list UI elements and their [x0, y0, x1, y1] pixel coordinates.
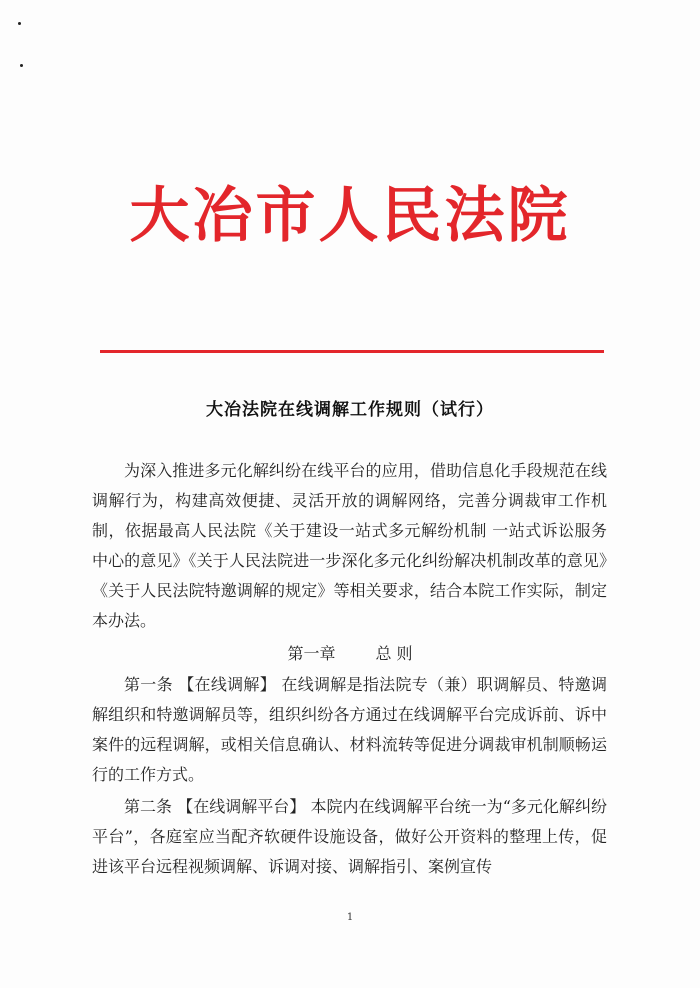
chapter-name: 总 则: [375, 644, 413, 663]
chapter-heading: [0, 641, 700, 664]
document-title: 大冶法院在线调解工作规则（试行）: [206, 400, 494, 420]
page-number: 1: [346, 912, 354, 923]
masthead-title: 大冶市人民法院: [129, 181, 571, 251]
masthead-red-rule: [100, 350, 604, 353]
article-1-paragraph: 第一条 【在线调解】 在线调解是指法院专（兼）职调解员、特邀调解组织和特邀调解员等，组织纠纷各方通过在线调解平台完成诉前、诉中案件的远程调解，或相关信息确认、材料流转等促进分调裁审机制顺畅运行的工作方式。: [92, 675, 607, 784]
scan-speck: [18, 22, 21, 25]
chapter-number: 第一章: [287, 644, 336, 663]
article-2-paragraph: 第二条 【在线调解平台】 本院内在线调解平台统一为“多元化解纠纷平台”，各庭室应当配齐软硬件设施设备，做好公开资料的整理上传，促进该平台远程视频调解、诉调对接、调解指引、案例宣传: [92, 797, 607, 876]
scan-speck: [20, 64, 23, 67]
intro-paragraph: 为深入推进多元化解纠纷在线平台的应用，借助信息化手段规范在线调解行为，构建高效便捷、灵活开放的调解网络，完善分调裁审工作机制，依据最高人民法院《关于建设一站式多元解纷机制 一站式诉讼服务中心的意见》《关于人民法院进一步深化多元化纠纷解决机制改革的意见》《关于人民法院特邀调解的规定》等相关要求，结合本院工作实际，制定本办法。: [92, 461, 607, 630]
